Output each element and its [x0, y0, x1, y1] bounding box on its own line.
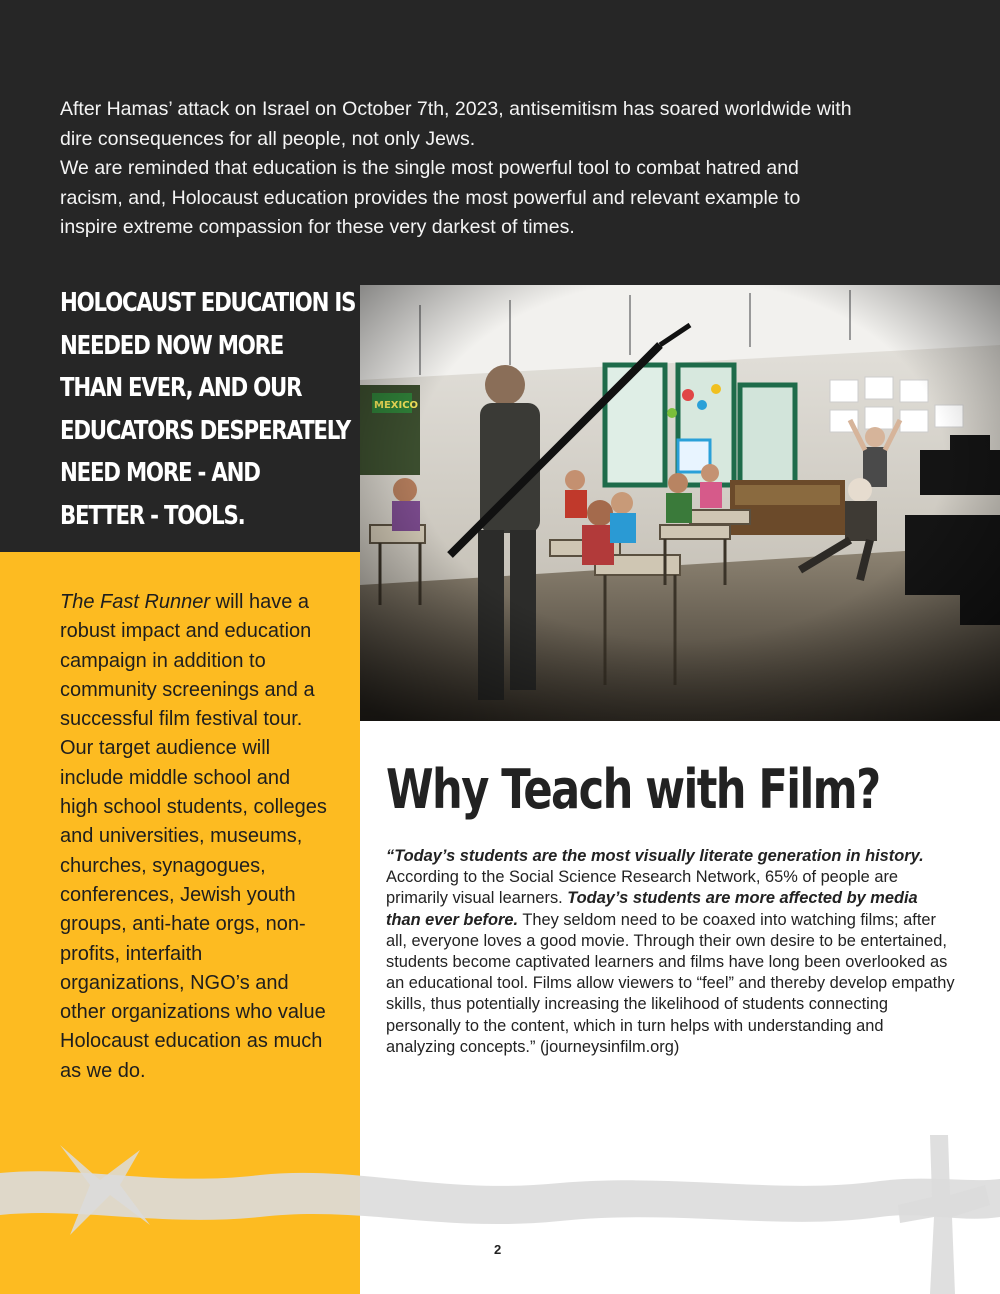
quote-text: According to the Social Science Research Network, 65% of people are primarily visual learners.	[386, 868, 899, 908]
film-quote	[386, 846, 956, 1058]
intro-text	[60, 95, 860, 243]
barbed-wire-graphic	[0, 1125, 1000, 1294]
headline-line: BETTER - TOOLS.	[60, 500, 245, 531]
headline-line: NEEDED NOW MORE	[60, 330, 284, 361]
intro-paragraph-2: We are reminded that education is the single most powerful tool to combat hatred and racism, and, Holocaust education provides the most powerful and relevant example to inspire extreme compassion for these very darkest of times.	[60, 157, 801, 238]
quote-emphasis: Today’s students are more affected by media than ever before.	[386, 889, 918, 929]
classroom-scene-image	[360, 285, 1000, 721]
film-title: The Fast Runner	[60, 591, 211, 613]
headline-line: HOLOCAUST EDUCATION IS	[60, 288, 356, 318]
intro-paragraph-1: After Hamas’ attack on Israel on October 7th, 2023, antisemitism has soared worldwide with dire consequences for all people, not only Jews.	[60, 98, 852, 150]
headline-line: EDUCATORS DESPERATELY	[60, 415, 350, 446]
campaign-paragraph	[60, 588, 330, 1086]
page-number: 2	[494, 1242, 502, 1257]
quote-text: They seldom need to be coaxed into watching films; after all, everyone loves a good movie. Through their own desire to be entertained, students become captivated learners and films have long been overlooked as an educational tool. Films allow viewers to “feel” and thereby develop empathy skills, thus potentially increasing the likelihood of students connecting personally to the content, which in turn helps with understanding and analyzing concepts.” (journeysinfilm.org)	[386, 910, 955, 1056]
classroom-photo	[360, 285, 1000, 721]
headline-line: NEED MORE - AND	[60, 458, 260, 488]
headline	[60, 282, 356, 537]
campaign-text: will have a robust impact and education campaign in addition to community screenings and a successful film festival tour. Our target audience will include middle school and high school students, colleges and universities, museums, churches, synagogues, conferences, Jewish youth groups, anti-hate orgs, non-profits, interfaith organizations, NGO’s and other organizations who value Holocaust education as much as we do.	[60, 591, 327, 1082]
section-title: Why Teach with Film?	[386, 758, 880, 821]
quote-emphasis: “Today’s students are the most visually literate generation in history.	[386, 847, 924, 865]
headline-line: THAN EVER, AND OUR	[60, 373, 302, 403]
